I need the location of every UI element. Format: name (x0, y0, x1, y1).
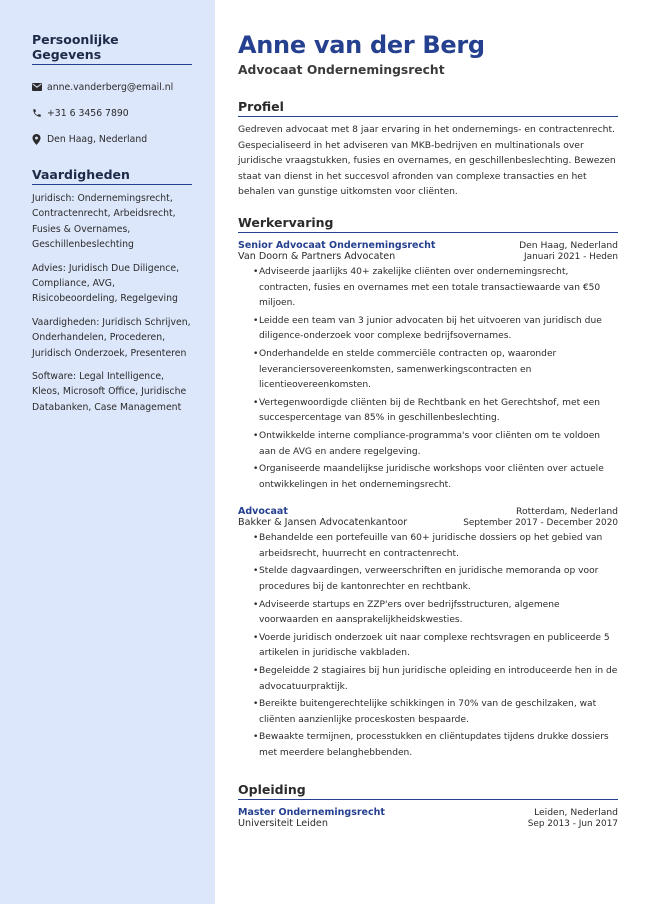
job-location: Den Haag, Nederland (519, 239, 618, 251)
list-item: • Leidde een team van 3 junior advocaten bij het uitvoeren van juridisch due diligence-onderzoek voor complexe bedrijfsovernames. (254, 314, 618, 345)
degree: Master Ondernemingsrecht (238, 806, 385, 818)
contact-location (32, 126, 192, 152)
main-content (238, 30, 618, 829)
sidebar-content (32, 32, 192, 415)
contact-list (32, 74, 192, 152)
contact-phone (32, 100, 192, 126)
education-entry (238, 807, 618, 829)
contact-email (32, 74, 192, 100)
experience-heading: Werkervaring (238, 215, 618, 233)
education-heading: Opleiding (238, 782, 618, 800)
list-item: • Behandelde een portefeuille van 60+ juridische dossiers op het gebied van arbeidsrecht, huurrecht en contractenrecht. (254, 531, 618, 562)
list-item: • Begeleidde 2 stagiaires bij hun juridische opleiding en introduceerde hen in de advocatuurpraktijk. (254, 664, 618, 695)
skills-heading: Vaardigheden (32, 167, 192, 185)
education-section (238, 782, 618, 829)
list-item: • Organiseerde maandelijkse juridische workshops voor cliënten over actuele ontwikkelingen in het ondernemingsrecht. (254, 462, 618, 493)
location-text: Den Haag, Nederland (47, 133, 148, 145)
profile-heading: Profiel (238, 99, 618, 117)
profile-section (238, 99, 618, 200)
job-dates: September 2017 - December 2020 (463, 518, 618, 529)
list-item: • Vertegenwoordigde cliënten bij de Rechtbank en het Gerechtshof, met een succespercentage van 85% in geschillenbeslechting. (254, 396, 618, 427)
skill-group: Software: Legal Intelligence, Kleos, Microsoft Office, Juridische Databanken, Case Management (32, 371, 187, 413)
list-item: • Ontwikkelde interne compliance-programma's voor cliënten om te voldoen aan de AVG en andere regelgeving. (254, 429, 618, 460)
phone-icon (32, 107, 47, 119)
email-text[interactable]: anne.vanderberg@email.nl (47, 81, 174, 93)
list-item: • Onderhandelde en stelde commerciële contracten op, waaronder leveranciersovereenkomsten, samenwerkingscontracten en licentieovereenkomsten. (254, 347, 618, 394)
job-bullets (238, 265, 618, 493)
list-item: • Voerde juridisch onderzoek uit naar complexe rechtsvragen en publiceerde 5 artikelen in juridische vakbladen. (254, 631, 618, 662)
list-item: • Adviseerde startups en ZZP'ers over bedrijfsstructuren, algemene voorwaarden en aansprakelijkheidskwesties. (254, 598, 618, 629)
job-location: Rotterdam, Nederland (516, 506, 618, 518)
job-title: Advocaat (238, 506, 288, 518)
education-location: Leiden, Nederland (534, 806, 618, 818)
education-dates: Sep 2013 - Jun 2017 (527, 818, 618, 829)
job-title: Senior Advocaat Ondernemingsrecht (238, 239, 436, 251)
job-entry (238, 240, 618, 493)
location-pin-icon (32, 133, 47, 145)
job-entry (238, 506, 618, 761)
mail-icon (32, 81, 47, 93)
candidate-name: Anne van der Berg (238, 31, 485, 59)
skills-list (32, 191, 192, 415)
job-bullets (238, 531, 618, 761)
contact-heading: Persoonlijke Gegevens (32, 32, 192, 65)
job-company: Van Doorn & Partners Advocaten (238, 250, 396, 262)
skill-group: Vaardigheden: Juridisch Schrijven, Onderhandelen, Procederen, Juridisch Onderzoek, Presenteren (32, 316, 191, 359)
list-item: • Adviseerde jaarlijks 40+ zakelijke cliënten over ondernemingsrecht, contracten, fusies en overnames met een totale transactiewaarde van €50 miljoen. (254, 265, 618, 312)
job-title-header: Advocaat Ondernemingsrecht (238, 63, 445, 77)
phone-text[interactable]: +31 6 3456 7890 (47, 107, 129, 119)
list-item: • Bereikte buitengerechtelijke schikkingen in 70% van de geschilzaken, wat cliënten aanzienlijke proceskosten bespaarde. (254, 697, 618, 728)
job-dates: Januari 2021 - Heden (524, 251, 618, 262)
sidebar (0, 0, 215, 904)
experience-section (238, 215, 618, 762)
skill-group: Advies: Juridisch Due Diligence, Compliance, AVG, Risicobeoordeling, Regelgeving (32, 262, 180, 305)
profile-text: Gedreven advocaat met 8 jaar ervaring in het ondernemings- en contractenrecht. Gespecialiseerd in het adviseren van MKB-bedrijven en multinationals over juridische vraagstukken, fusies en overnames, en geschillenbeslechting. Bewezen staat van dienst in het succesvol afronden van complexe transacties en het behalen van gunstige uitkomsten voor cliënten. (238, 124, 616, 198)
job-company: Bakker & Jansen Advocatenkantoor (238, 517, 408, 529)
list-item: • Bewaakte termijnen, processtukken en cliëntupdates tijdens drukke dossiers met meerdere belanghebbenden. (254, 730, 618, 761)
school: Universiteit Leiden (238, 817, 328, 829)
skill-group: Juridisch: Ondernemingsrecht, Contractenrecht, Arbeidsrecht, Fusies & Overnames, Geschillenbeslechting (32, 193, 176, 251)
list-item: • Stelde dagvaardingen, verweerschriften en juridische memoranda op voor procedures bij de kantonrechter en rechtbank. (254, 564, 618, 595)
